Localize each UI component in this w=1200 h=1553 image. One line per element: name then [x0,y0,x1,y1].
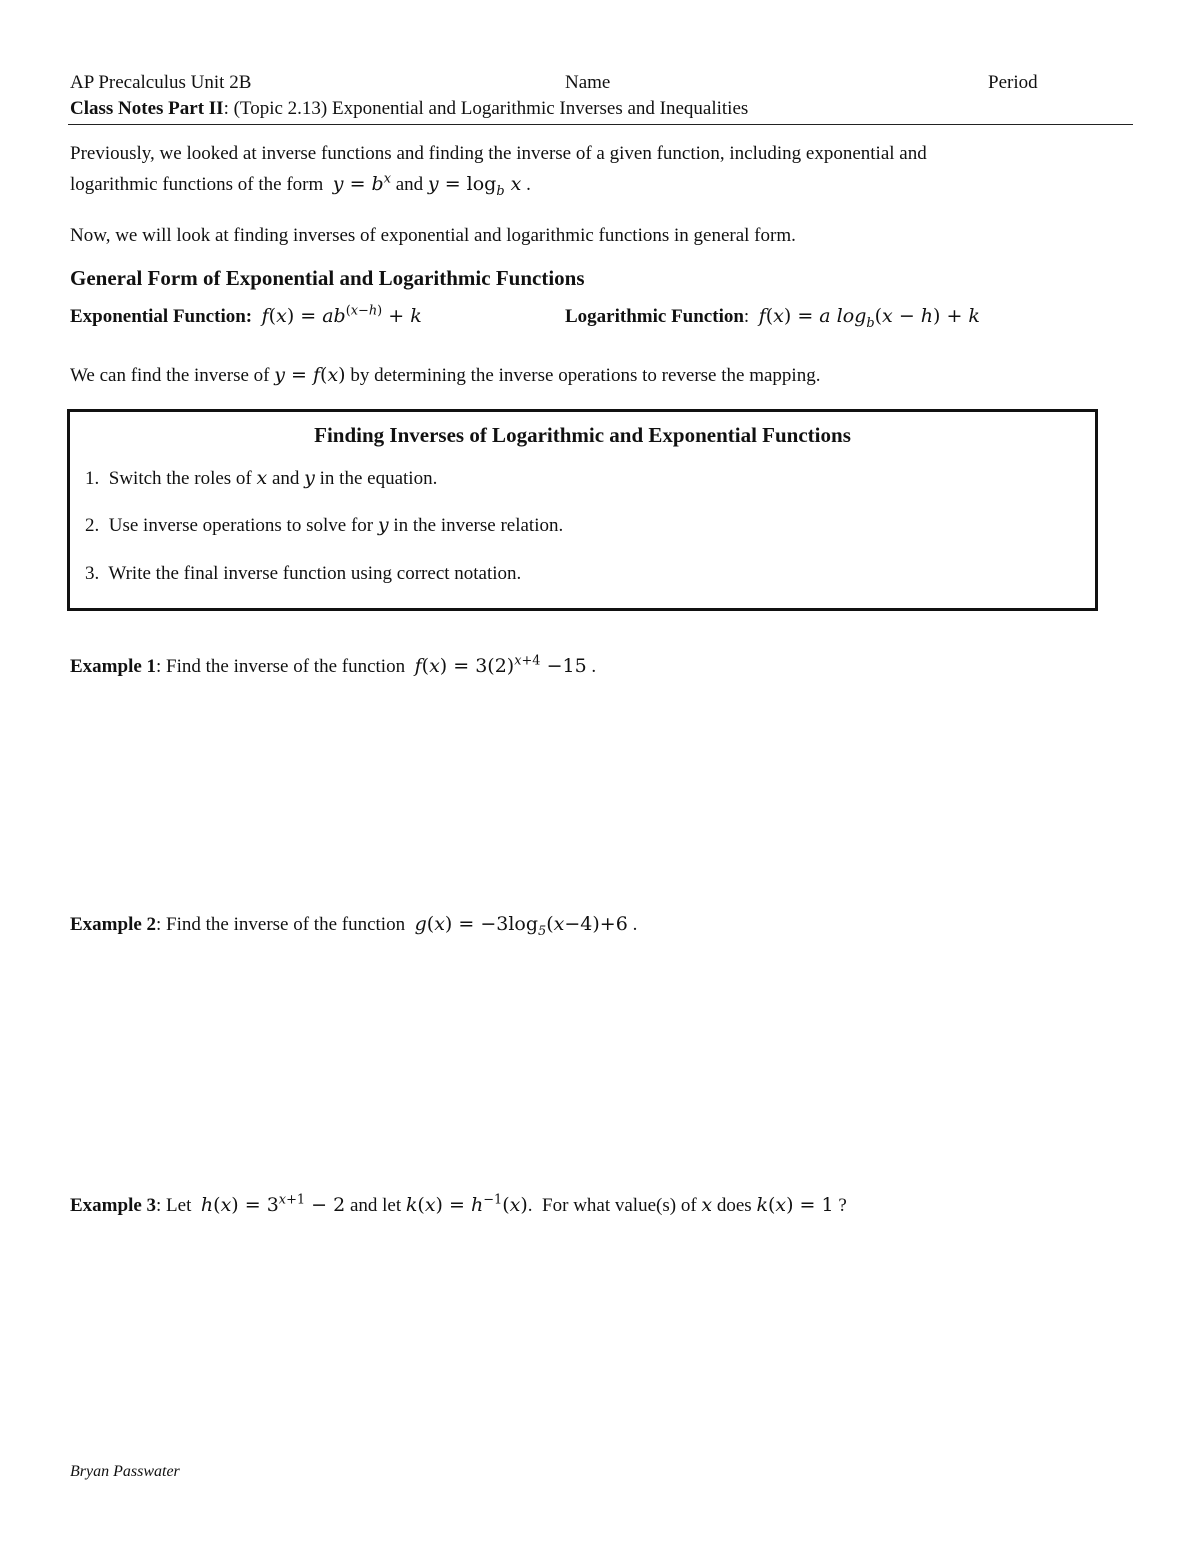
header-rule [68,124,1133,125]
subtitle-rest: : (Topic 2.13) Exponential and Logarithmic Inverses and Inequalities [223,98,749,119]
exp-label: Exponential Function: [70,306,253,327]
step-3-number: 3. [85,563,100,584]
var-x: x [701,1194,713,1216]
step-2 [85,514,563,537]
example-2-text: : Find the inverse of the function [156,914,406,935]
example-3-text: : Let [156,1195,192,1216]
formula-example-3-k: $k(x) = h^{-1}(x)$ [405,1192,528,1216]
inverse-line-start: We can find the inverse of [70,365,270,386]
var-y: y [304,467,315,489]
example-2-label: Example 2 [70,914,157,935]
step-1-text-a: Switch the roles of [108,468,252,489]
step-2-text-c: in the inverse relation. [393,515,564,536]
formula-exponential-basic: $y = b^x$ [332,171,391,195]
formula-example-3-h: $h(x) = 3^{x+1} - 2$ [200,1192,346,1216]
formula-exponential-general: $f(x) = ab^{(x-h)} + k$ [261,303,422,327]
logarithmic-general-form [565,305,980,331]
course-title: AP Precalculus Unit 2B [70,72,252,93]
step-2-text-a: Use inverse operations to solve for [108,515,374,536]
inverse-line-end: by determining the inverse operations to reverse the mapping. [350,365,821,386]
formula-log-basic: $y = \log_b x$ [427,173,522,199]
log-colon: : [743,306,750,327]
formula-example-2: $g(x) = -3\log_5(x-4)+6$ [414,913,628,939]
intro-now: Now, we will look at finding inverses of exponential and logarithmic functions in general form. [70,225,796,246]
inverse-explanation [70,364,820,387]
period-label: Period [988,72,1038,93]
intro-and: and [395,174,424,195]
box-title: Finding Inverses of Logarithmic and Exponential Functions [314,423,851,447]
exponential-general-form [70,305,422,328]
var-x: x [256,467,268,489]
example-3: Example 3: Let $h(x) = 3^{x+1} - 2$ and let $k(x) = h^{-1}(x)$. For what value(s) of x does k(x) = 1 ? [70,1192,847,1216]
step-3 [85,563,521,585]
intro-line-2-text: logarithmic functions of the form [70,174,324,195]
example-1-text: : Find the inverse of the function [156,656,406,677]
log-label: Logarithmic Function [565,306,744,327]
step-1 [85,467,437,490]
author-signature: Bryan Passwater [70,1463,180,1480]
example-1-label: Example 1 [70,656,157,677]
example-2: Example 2: Find the inverse of the function $g(x) = -3\log_5(x-4)+6$ . [70,913,638,939]
formula-example-1: $f(x) = 3(2)^{x+4} -15$ [414,653,587,677]
formula-y-equals-f: y = f(x) [274,364,346,386]
var-y: y [377,514,389,536]
example-3-label: Example 3 [70,1195,157,1216]
formula-log-general: f(x) = a $\log_b(x - h) + k$ [758,305,980,331]
formula-example-3-k-equals: k(x) = 1 [756,1194,834,1216]
example-3-mid: and let [349,1195,402,1216]
step-1-text-b: and [271,468,300,489]
general-form-heading: General Form of Exponential and Logarithmic Functions [70,266,585,290]
intro-line-1: Previously, we looked at inverse functions and finding the inverse of a given function, including exponential and [70,143,927,164]
step-3-text: Write the final inverse function using correct notation. [108,563,522,584]
example-3-question: For what value(s) of [542,1195,697,1216]
example-1: Example 1: Find the inverse of the function $f(x) = 3(2)^{x+4} -15$ . [70,653,597,677]
example-3-does: does [716,1195,752,1216]
subtitle-bold: Class Notes Part II [70,98,224,119]
subtitle [70,98,748,120]
intro-line-2: logarithmic functions of the form $y = b^x$ and $y = \log_b x$ . [70,171,531,199]
name-label: Name [565,72,611,93]
step-2-number: 2. [85,515,100,536]
step-1-text-c: in the equation. [319,468,438,489]
step-1-number: 1. [85,468,100,489]
